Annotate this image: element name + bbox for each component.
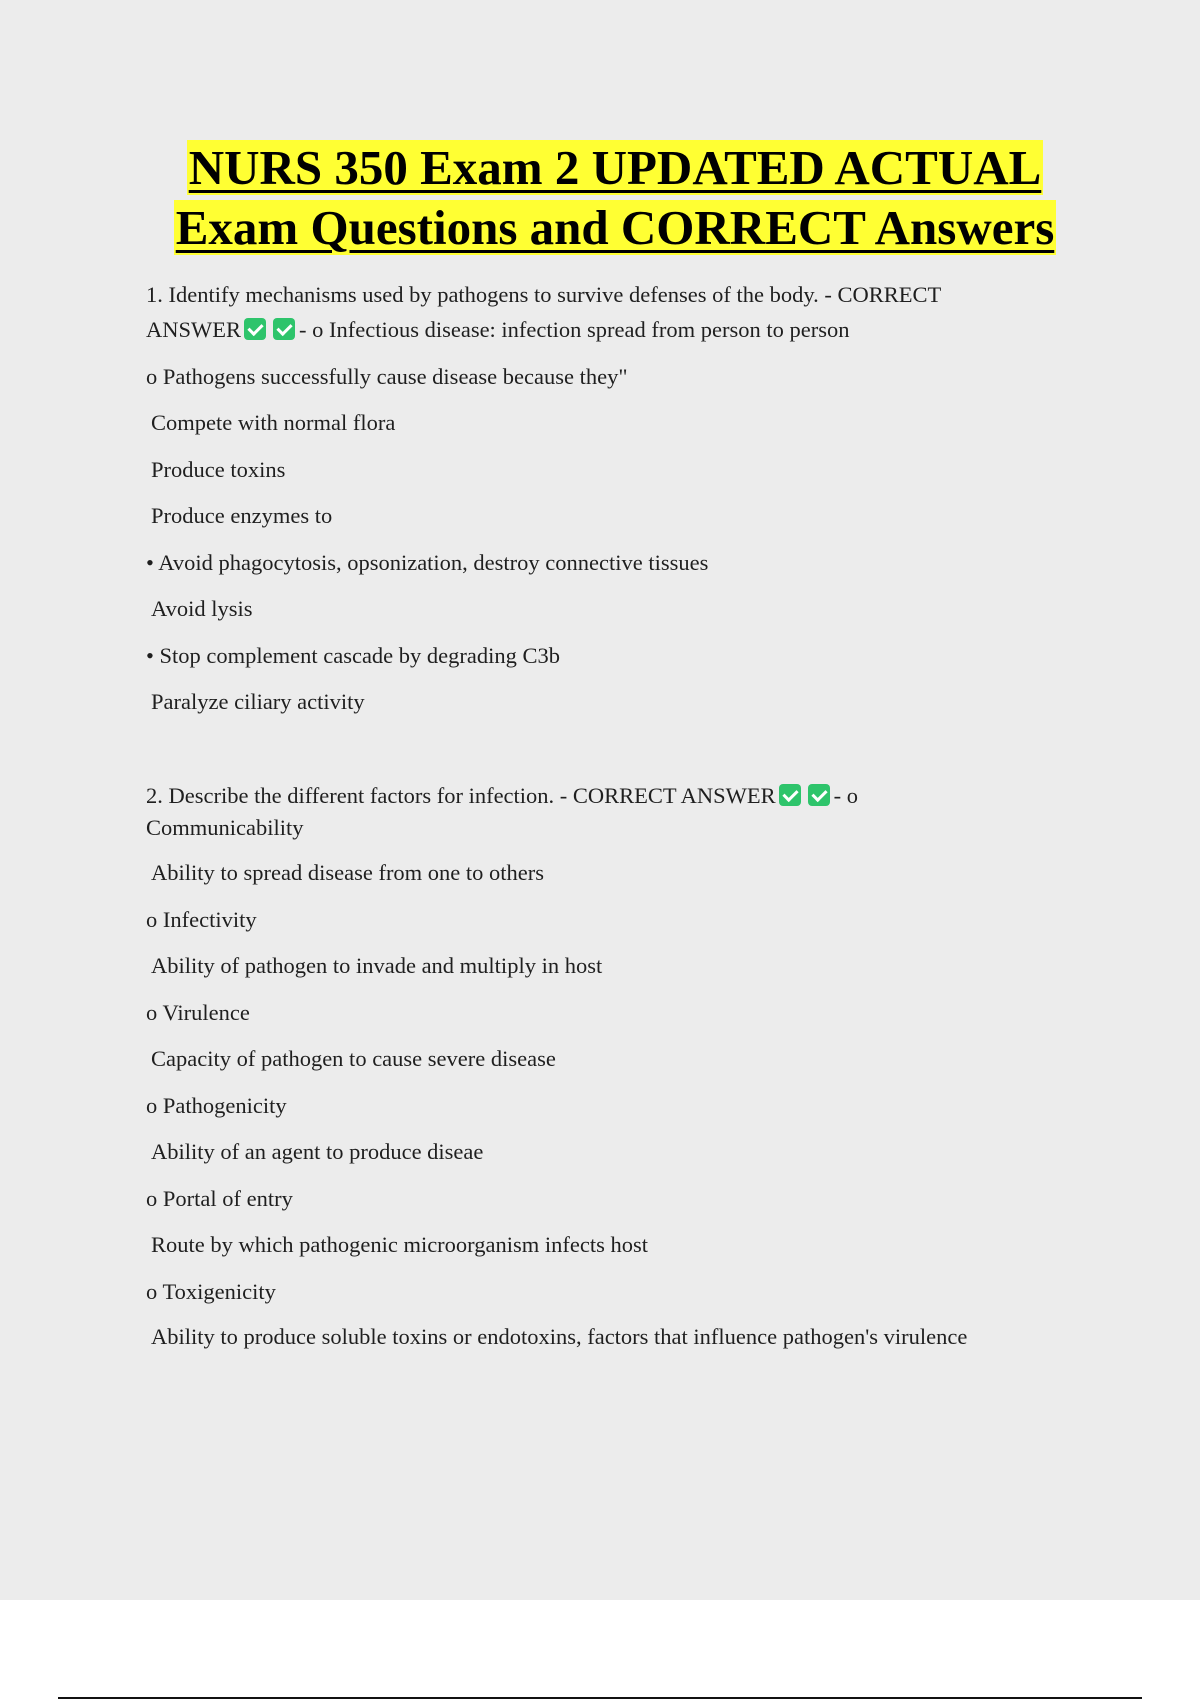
question-1-text: 1. Identify mechanisms used by pathogens to survive defenses of the body. - CORRECT xyxy=(146,282,942,307)
question-2-label: 2. Describe the different factors for infection. - CORRECT ANSWER xyxy=(146,783,776,808)
check-mark-icon xyxy=(808,784,830,806)
list-item: o Pathogenicity xyxy=(146,1093,287,1118)
title-line-1: NURS 350 Exam 2 UPDATED ACTUAL xyxy=(188,140,1042,195)
list-item: Paralyze ciliary activity xyxy=(151,689,365,714)
list-item: o Toxigenicity xyxy=(146,1279,276,1304)
list-item: Produce toxins xyxy=(151,457,286,482)
list-item: Ability of pathogen to invade and multiply in host xyxy=(151,953,603,978)
answer-text: - o Infectious disease: infection spread from person to person xyxy=(299,317,850,342)
list-item: Produce enzymes to xyxy=(151,503,333,528)
list-item: Ability of an agent to produce diseae xyxy=(151,1139,484,1164)
list-item: Ability to produce soluble toxins or endotoxins, factors that influence pathogen's virulence xyxy=(151,1324,968,1349)
list-item: o Portal of entry xyxy=(146,1186,293,1211)
check-mark-icon xyxy=(779,784,801,806)
question-2-text xyxy=(146,783,858,809)
list-item: o Virulence xyxy=(146,1000,250,1025)
answer-label: ANSWER xyxy=(146,317,241,342)
title-line-2: Exam Questions and CORRECT Answers xyxy=(175,200,1055,255)
question-1-answer-line xyxy=(146,317,849,343)
check-mark-icon xyxy=(244,318,266,340)
list-item: • Avoid phagocytosis, opsonization, destroy connective tissues xyxy=(146,550,709,575)
list-item: Compete with normal flora xyxy=(151,410,396,435)
list-item: Ability to spread disease from one to others xyxy=(151,860,545,885)
list-item: Capacity of pathogen to cause severe disease xyxy=(151,1046,556,1071)
answer-text: - o xyxy=(833,783,859,808)
list-item: Route by which pathogenic microorganism infects host xyxy=(151,1232,648,1257)
list-item: o Infectivity xyxy=(146,907,257,932)
check-mark-icon xyxy=(273,318,295,340)
page-divider xyxy=(58,1697,1142,1699)
list-item: o Pathogens successfully cause disease because they" xyxy=(146,364,628,389)
question-2-answer-line: Communicability xyxy=(146,815,304,840)
list-item: Avoid lysis xyxy=(151,596,253,621)
list-item: • Stop complement cascade by degrading C3b xyxy=(146,643,561,668)
